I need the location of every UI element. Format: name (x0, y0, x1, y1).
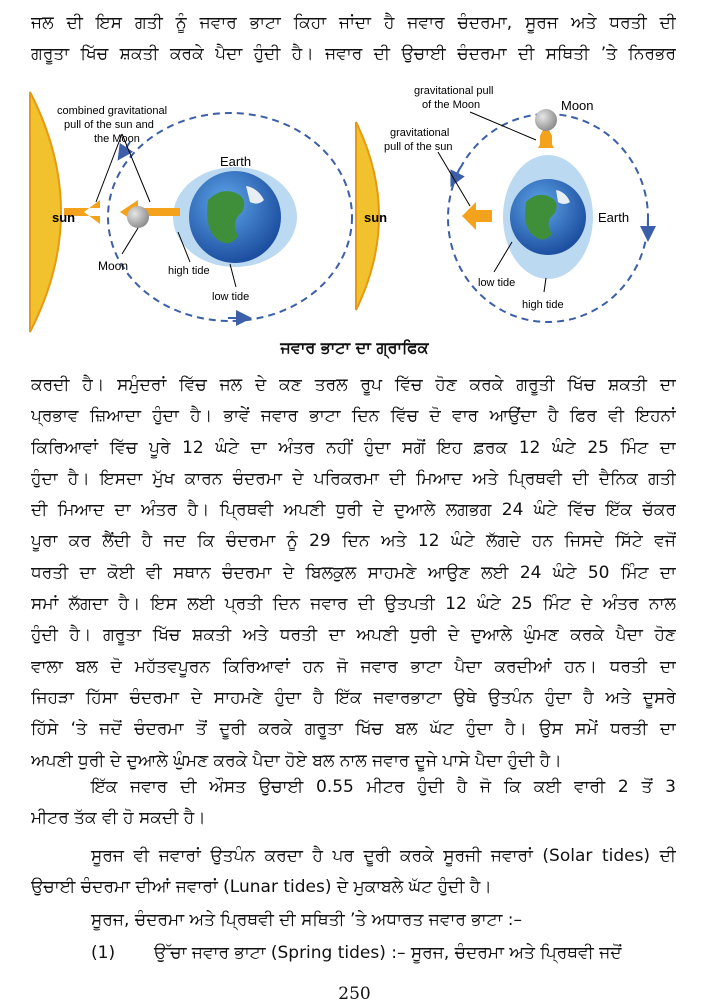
text-line: ਅਪਣੀ ਧੁਰੀ ਦੇ ਦੁਆਲੇ ਘੁੰਮਣ ਕਰਕੇ ਪੈਦਾ ਹੋਏ ਬਲ ਨਾਲ ਜਵਾਰ ਦੂਜੇ ਪਾਸੇ ਪੈਦਾ ਹੁੰਦੀ ਹੈ। (31, 750, 562, 771)
paragraph-solar-tides (31, 841, 676, 904)
text-line: ਜਿਹੜਾ ਹਿੱਸਾ ਚੰਦਰਮਾ ਦੇ ਸਾਹਮਣੇ ਹੁੰਦਾ ਹੈ ਇੱਕ ਜਵਾਰਭਾਟਾ ਉਥੇ ਉਤਪੰਨ ਹੁੰਦਾ ਹੈ ਅਤੇ ਦੂਸਰੇ (31, 687, 676, 708)
text-line: ਸਮਾਂ ਲੱਗਦਾ ਹੈ। ਇਸ ਲਈ ਪ੍ਰਤੀ ਦਿਨ ਜਵਾਰ ਦੀ ਉਤਪਤੀ 12 ਘੰਟੇ 25 ਮਿੰਟ ਦੇ ਅੰਤਰ ਨਾਲ (31, 594, 676, 615)
leader-line (544, 278, 546, 292)
gravity-arrow (462, 202, 492, 230)
item-text: ਉੱਚਾ ਜਵਾਰ ਭਾਟਾ (Spring tides) :– ਸੂਰਜ, ਚੰਦਰਮਾ ਅਤੇ ਪ੍ਰਿਥਵੀ ਜਦੋਂ (154, 943, 622, 963)
text-line: ਹਿੱਸੇ ‘ਤੇ ਜਦੋਂ ਚੰਦਰਮਾ ਤੋਂ ਦੂਰੀ ਕਰਕੇ ਗਰੂਤਾ ਖਿੱਚ ਬਲ ਘੱਟ ਹੁੰਦਾ ਹੈ। ਉਸ ਸਮੇਂ ਧਰਤੀ ਦਾ (31, 719, 676, 740)
moon (127, 206, 149, 228)
text-line: ਦੀ ਮਿਆਦ ਦਾ ਅੰਤਰ ਹੈ। ਪ੍ਰਿਥਵੀ ਅਪਣੀ ਧੁਰੀ ਦੇ ਦੁਆਲੇ ਲਗਭਗ 24 ਘੰਟੇ ਵਿੱਚ ਇੱਕ ਚੱਕਰ (31, 500, 676, 521)
text-line: ਵਾਲਾ ਬਲ ਦੋ ਮਹੱਤਵਪੂਰਨ ਕਿਰਿਆਵਾਂ ਹਨ ਜੋ ਜਵਾਰ ਭਾਟਾ ਪੈਦਾ ਕਰਦੀਆਂ ਹਨ। ਧਰਤੀ ਦਾ (31, 656, 676, 677)
item-number: (1) (91, 943, 116, 963)
leader-line (122, 228, 138, 254)
top-paragraph (31, 8, 676, 71)
left-diagram (30, 92, 352, 332)
label-moon: Moon (561, 98, 594, 113)
label-sun: sun (364, 210, 388, 225)
leader-line (438, 152, 470, 206)
text-line: ਇੱਕ ਜਵਾਰ ਦੀ ਔਸਤ ਉਚਾਈ 0.55 ਮੀਟਰ ਹੁੰਦੀ ਹੈ ਜੋ ਕਿ ਕਈ ਵਾਰੀ 2 ਤੋਂ 3 (91, 777, 676, 797)
label-grav-sun: gravitational (390, 127, 450, 139)
text-line: ਪ੍ਰਭਾਵ ਜ਼ਿਆਦਾ ਹੁੰਦਾ ਹੈ। ਭਾਵੇਂ ਜਵਾਰ ਭਾਟਾ ਦਿਨ ਵਿੱਚ ਦੋ ਵਾਰ ਆਉਂਦਾ ਹੈ ਫਿਰ ਵੀ ਇਹਨਾਂ (31, 406, 676, 427)
paragraph-tide-types (31, 905, 676, 936)
label-low-tide: low tide (212, 291, 250, 303)
label-grav-moon: of the Moon (422, 99, 481, 111)
text-line: ਹੁੰਦੀ ਹੈ। ਗਰੂਤਾ ਖਿੱਚ ਸ਼ਕਤੀ ਅਤੇ ਧਰਤੀ ਦਾ ਅਪਣੀ ਧੁਰੀ ਦੇ ਦੁਆਲੇ ਘੁੰਮਣ ਕਰਕੇ ਪੈਦਾ ਹੋਣ (31, 625, 676, 646)
text-line: ਧਰਤੀ ਦਾ ਕੋਈ ਵੀ ਸਥਾਨ ਚੰਦਰਮਾ ਦੇ ਬਿਲਕੁਲ ਸਾਹਮਣੇ ਆਉਣ ਲਈ 24 ਘੰਟੇ 50 ਮਿੰਟ ਦਾ (31, 562, 676, 583)
text-line: ਪੂਰਾ ਕਰ ਲੈਂਦੀ ਹੈ ਜਦ ਕਿ ਚੰਦਰਮਾ ਨੂੰ 29 ਦਿਨ ਅਤੇ 12 ਘੰਟੇ ਲੱਗਦੇ ਹਨ ਜਿਸਦੇ ਸਿੱਟੇ ਵਜੋਂ (31, 531, 676, 552)
label-high-tide: high tide (522, 299, 564, 311)
text-line: ਗਰੂਤਾ ਖਿੱਚ ਸ਼ਕਤੀ ਕਰਕੇ ਪੈਦਾ ਹੁੰਦੀ ਹੈ। ਜਵਾਰ ਦੀ ਉਚਾਈ ਚੰਦਰਮਾ ਦੀ ਸਥਿਤੀ ’ਤੇ ਨਿਰਭਰ (31, 44, 676, 65)
label-earth: Earth (598, 210, 630, 225)
label-low-tide: low tide (478, 277, 516, 289)
tides-figure (0, 82, 709, 342)
label-sun: sun (52, 210, 76, 225)
label-earth: Earth (220, 154, 252, 169)
text-line: ਸੂਰਜ, ਚੰਦਰਮਾ ਅਤੇ ਪ੍ਰਿਥਵੀ ਦੀ ਸਥਿਤੀ ’ਤੇ ਅਧਾਰਤ ਜਵਾਰ ਭਾਟਾ :– (91, 910, 522, 930)
text-line (31, 938, 676, 969)
label-combined: combined gravitational (57, 105, 168, 117)
orbit-arrow (454, 168, 460, 180)
label-combined: the Moon (94, 133, 140, 145)
label-high-tide: high tide (168, 265, 210, 277)
text-line: ਮੀਟਰ ਤੱਕ ਵੀ ਹੋ ਸਕਦੀ ਹੈ। (31, 808, 206, 829)
list-item-spring-tides (31, 938, 676, 969)
page-number: 250 (338, 984, 371, 1004)
label-moon: Moon (98, 259, 129, 273)
label-grav-moon: gravitational pull (414, 85, 494, 97)
leader-line (494, 242, 512, 272)
moon (535, 109, 557, 131)
text-line: ਸੂਰਜ ਵੀ ਜਵਾਰਾਂ ਉਤਪੰਨ ਕਰਦਾ ਹੈ ਪਰ ਦੂਰੀ ਕਰਕੇ ਸੂਰਜੀ ਜਵਾਰਾਂ (Solar tides) ਦੀ (91, 846, 676, 866)
text-line: ਕਰਦੀ ਹੈ। ਸਮੁੰਦਰਾਂ ਵਿੱਚ ਜਲ ਦੇ ਕਣ ਤਰਲ ਰੂਪ ਵਿੱਚ ਹੋਣ ਕਰਕੇ ਗਰੂਤੀ ਖਿੱਚ ਸ਼ਕਤੀ ਦਾ (31, 375, 676, 395)
body-paragraph (31, 370, 676, 777)
right-diagram (356, 85, 648, 322)
text-line: ਕਿਰਿਆਵਾਂ ਵਿੱਚ ਪੂਰੇ 12 ਘੰਟੇ ਦਾ ਅੰਤਰ ਨਹੀਂ ਹੁੰਦਾ ਸਗੋਂ ਇਹ ਫ਼ਰਕ 12 ਘੰਟੇ 25 ਮਿੰਟ ਦਾ (31, 437, 676, 458)
label-combined: pull of the sun and (64, 119, 154, 131)
leader-line (230, 264, 236, 287)
text-line: ਜਲ ਦੀ ਇਸ ਗਤੀ ਨੂੰ ਜਵਾਰ ਭਾਟਾ ਕਿਹਾ ਜਾਂਦਾ ਹੈ ਜਵਾਰ ਚੰਦਰਮਾ, ਸੂਰਜ ਅਤੇ ਧਰਤੀ ਦੀ (31, 13, 676, 33)
label-grav-sun: pull of the sun (384, 141, 453, 153)
figure-caption: ਜਵਾਰ ਭਾਟਾ ਦਾ ਗ੍ਰਾਫਿਕ (280, 338, 429, 357)
text-line: ਹੁੰਦਾ ਹੈ। ਇਸਦਾ ਮੁੱਖ ਕਾਰਨ ਚੰਦਰਮਾ ਦੇ ਪਰਿਕਰਮਾ ਦੀ ਮਿਆਦ ਅਤੇ ਪ੍ਰਿਥਵੀ ਦੀ ਦੈਨਿਕ ਗਤੀ (31, 468, 676, 489)
paragraph-average-height (31, 772, 676, 835)
text-line: ਉਚਾਈ ਚੰਦਰਮਾ ਦੀਆਂ ਜਵਾਰਾਂ (Lunar tides) ਦੇ ਮੁਕਾਬਲੇ ਘੱਟ ਹੁੰਦੀ ਹੈ। (31, 877, 492, 898)
